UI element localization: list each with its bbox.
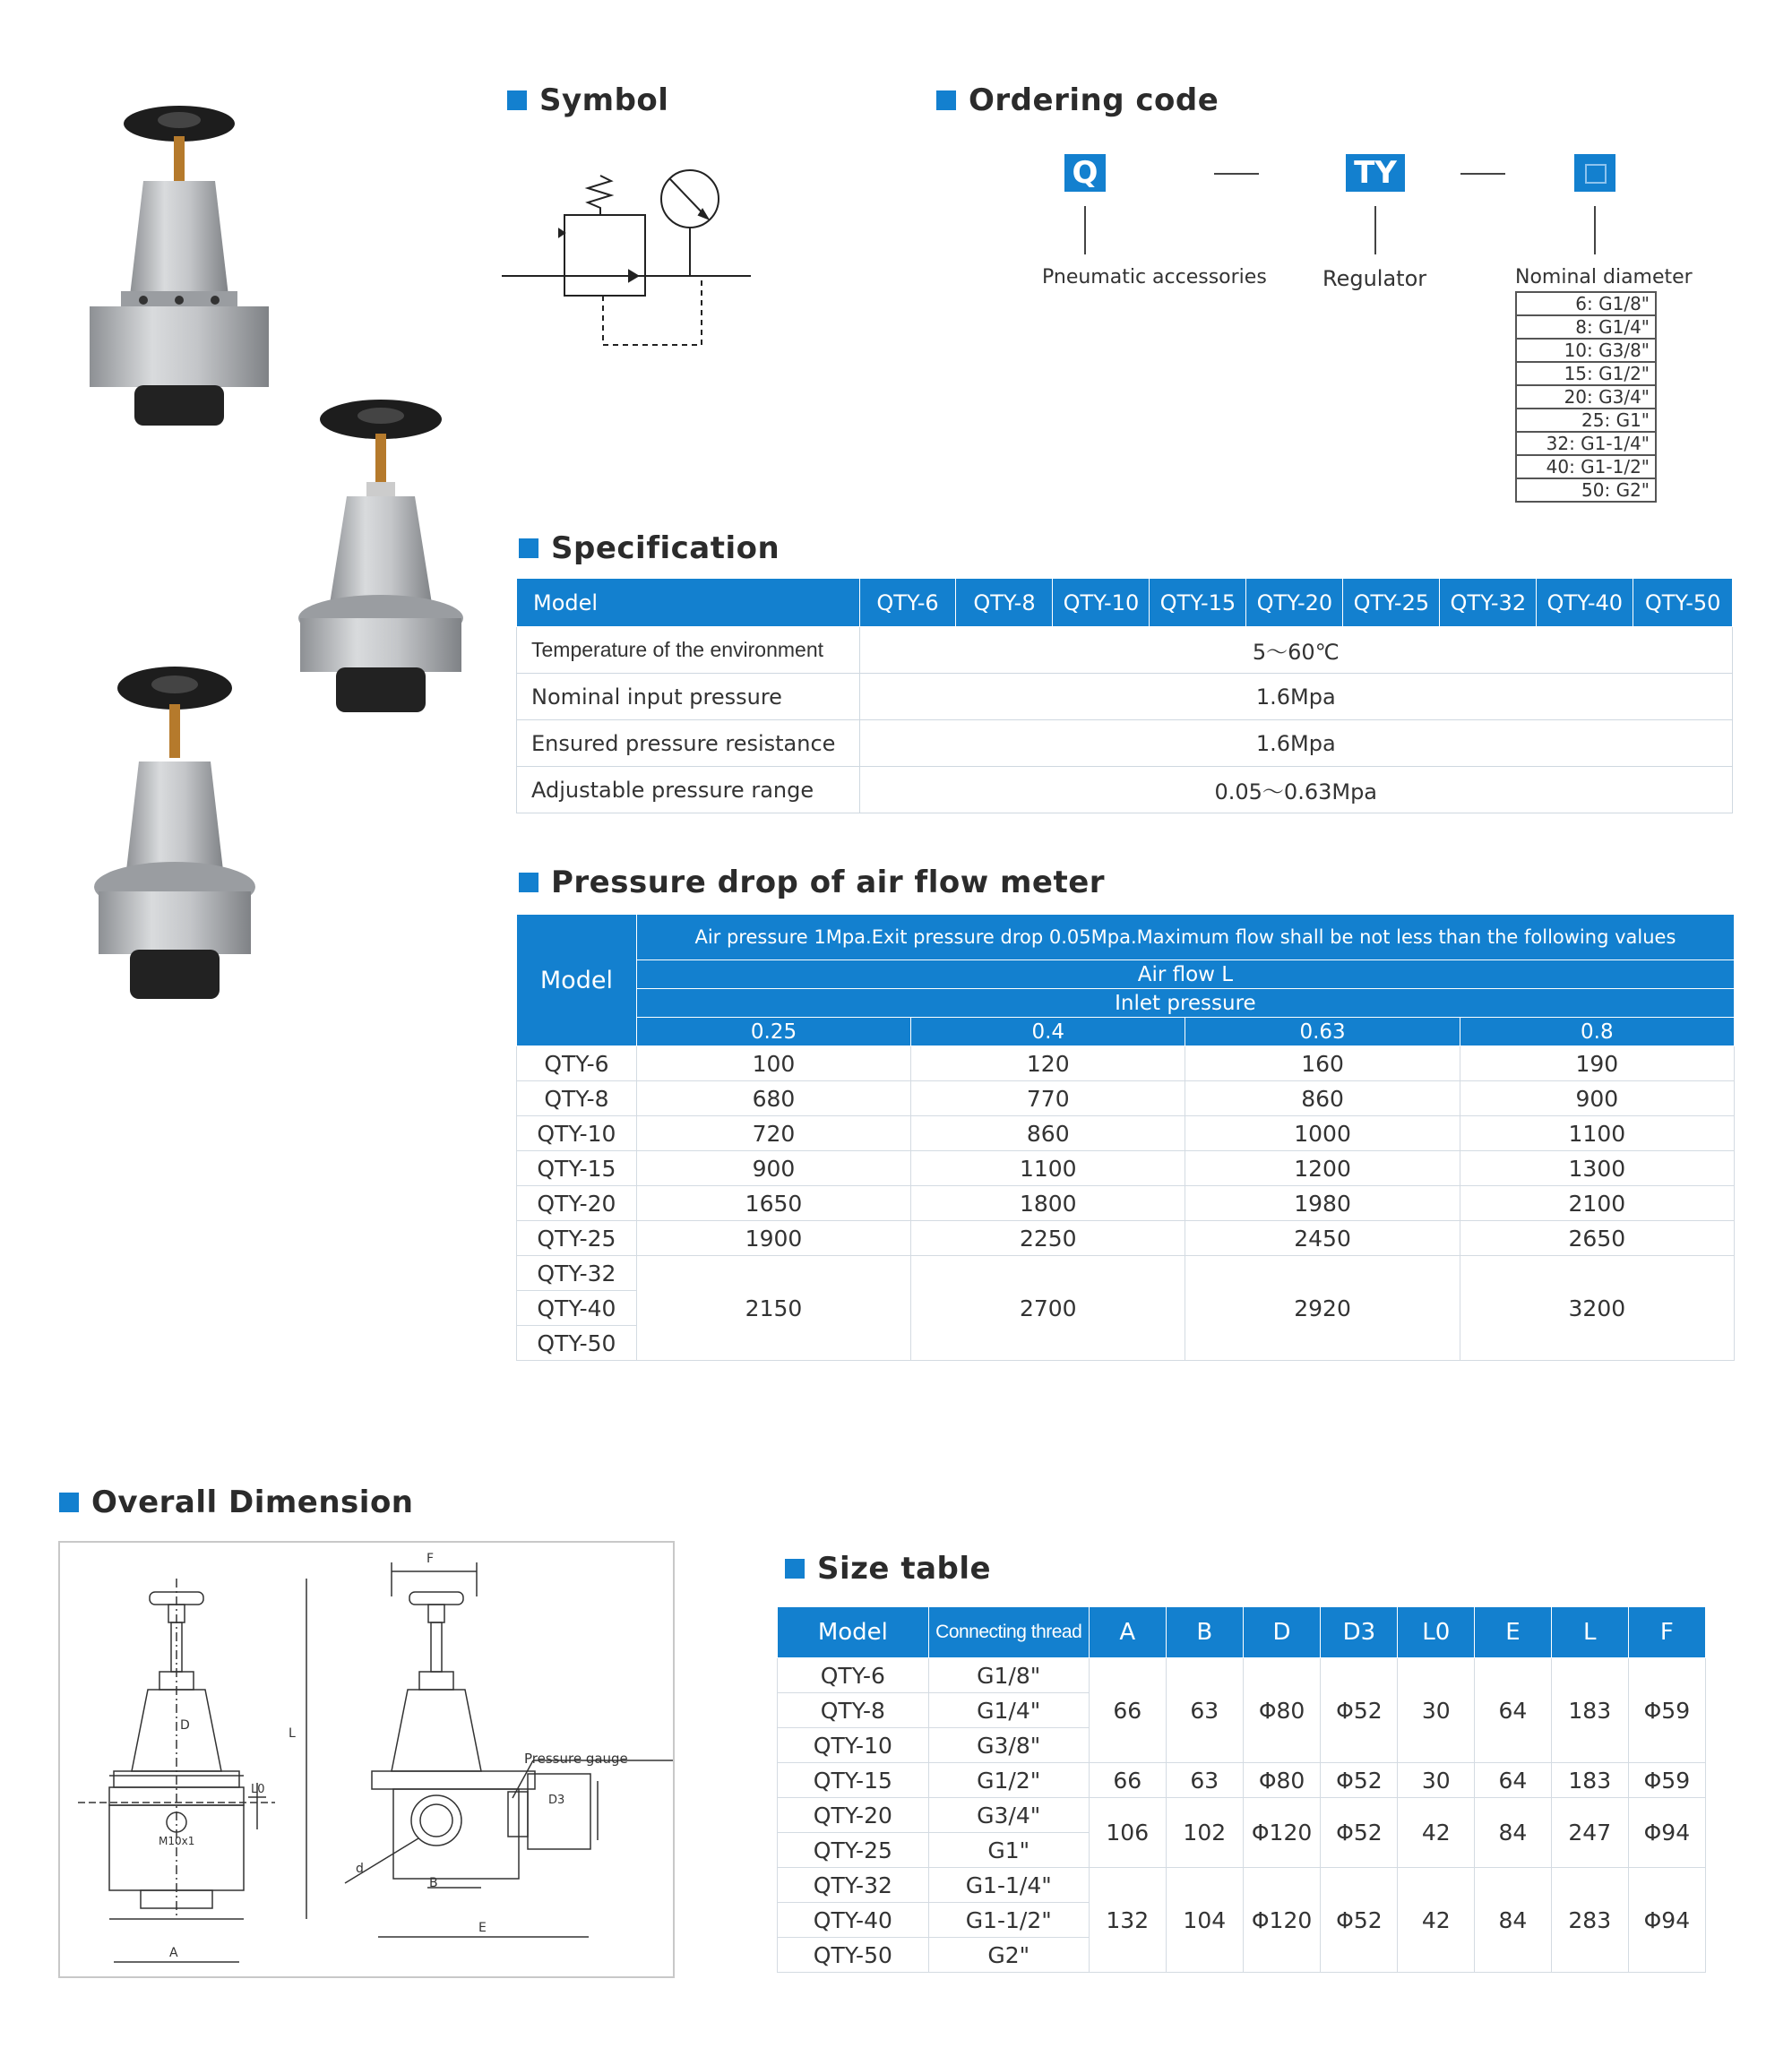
size-value-cell: 247: [1551, 1798, 1628, 1868]
size-row: [778, 1798, 1706, 1833]
spec-header-cell: QTY-32: [1440, 579, 1537, 627]
pd-pressure-header: 0.8: [1460, 1018, 1734, 1046]
spec-header-cell: QTY-40: [1537, 579, 1633, 627]
diameter-row: [1516, 292, 1656, 315]
size-header-row: [778, 1607, 1706, 1658]
overall-dimension-title: Overall Dimension: [59, 1484, 414, 1520]
size-thread-cell: G1-1/2": [928, 1903, 1089, 1938]
size-table: [777, 1606, 1706, 1973]
size-header-cell: Model: [778, 1607, 929, 1658]
spec-row-label: Temperature of the environment: [517, 627, 860, 674]
diameter-row: [1516, 385, 1656, 409]
diameter-row: [1516, 315, 1656, 339]
label-D: D: [180, 1718, 190, 1733]
diameter-row: [1516, 362, 1656, 385]
diameter-row: [1516, 478, 1656, 502]
size-value-cell: 64: [1475, 1763, 1552, 1798]
spec-row: [517, 767, 1733, 813]
label-L0: L0: [251, 1783, 265, 1796]
pd-pressure-header: 0.25: [636, 1018, 910, 1046]
size-header-cell: F: [1628, 1607, 1705, 1658]
diameter-cell: 20: G3/4": [1516, 385, 1656, 409]
code-box-ty: TY: [1346, 154, 1405, 192]
size-model-cell: QTY-6: [778, 1658, 929, 1693]
size-header-cell: B: [1166, 1607, 1243, 1658]
pd-value-cell: 2100: [1460, 1186, 1734, 1221]
pd-model-cell: QTY-8: [517, 1081, 637, 1116]
product-photo-1: [81, 99, 278, 439]
pd-value-cell: 860: [1185, 1081, 1460, 1116]
symbol-title: Symbol: [507, 82, 668, 118]
size-header-cell: D: [1243, 1607, 1321, 1658]
pd-pressure-header: 0.4: [911, 1018, 1185, 1046]
pressure-drop-title: Pressure drop of air flow meter: [519, 865, 1105, 900]
spec-row: [517, 674, 1733, 720]
pd-value-cell: 120: [911, 1046, 1185, 1081]
size-model-cell: QTY-40: [778, 1903, 929, 1938]
size-header-cell: Connecting thread: [928, 1607, 1089, 1658]
size-value-cell: 63: [1166, 1763, 1243, 1798]
size-value-cell: Φ120: [1243, 1868, 1321, 1973]
size-header-cell: A: [1089, 1607, 1166, 1658]
size-value-cell: 106: [1089, 1798, 1166, 1868]
diameter-row: [1516, 432, 1656, 455]
size-value-cell: Φ52: [1321, 1658, 1398, 1763]
size-row: [778, 1763, 1706, 1798]
size-thread-cell: G1": [928, 1833, 1089, 1868]
pd-row: [517, 1116, 1735, 1151]
spec-header-cell: QTY-50: [1633, 579, 1733, 627]
size-model-cell: QTY-20: [778, 1798, 929, 1833]
spec-header-cell: QTY-20: [1246, 579, 1343, 627]
pd-value-cell: 1800: [911, 1186, 1185, 1221]
pd-value-cell: 900: [1460, 1081, 1734, 1116]
pd-model-cell: QTY-32: [517, 1256, 637, 1291]
pd-model-cell: QTY-10: [517, 1116, 637, 1151]
size-value-cell: 30: [1398, 1763, 1475, 1798]
pd-value-cell: 860: [911, 1116, 1185, 1151]
size-value-cell: Φ59: [1628, 1658, 1705, 1763]
spec-header-cell: QTY-6: [859, 579, 956, 627]
pd-row: [517, 1186, 1735, 1221]
size-model-cell: QTY-15: [778, 1763, 929, 1798]
spec-row-value: 1.6Mpa: [859, 720, 1732, 767]
blank-inner-square: [1585, 164, 1607, 184]
pd-value-cell: 190: [1460, 1046, 1734, 1081]
size-value-cell: 183: [1551, 1658, 1628, 1763]
spec-row: [517, 627, 1733, 674]
section-bullet: [519, 538, 538, 558]
size-value-cell: 42: [1398, 1798, 1475, 1868]
pd-value-cell: 100: [636, 1046, 910, 1081]
spec-row-label: Ensured pressure resistance: [517, 720, 860, 767]
size-header-cell: D3: [1321, 1607, 1398, 1658]
size-value-cell: 183: [1551, 1763, 1628, 1798]
code-box-q: Q: [1064, 154, 1106, 192]
size-row: [778, 1658, 1706, 1693]
spec-header-cell: QTY-15: [1150, 579, 1246, 627]
diameter-row: [1516, 339, 1656, 362]
size-thread-cell: G1/4": [928, 1693, 1089, 1728]
specification-table: [516, 578, 1733, 813]
label-pressure-gauge: Pressure gauge: [524, 1751, 628, 1767]
pd-model-cell: QTY-40: [517, 1291, 637, 1326]
diameter-cell: 40: G1-1/2": [1516, 455, 1656, 478]
diameter-cell: 25: G1": [1516, 409, 1656, 432]
size-header-cell: L: [1551, 1607, 1628, 1658]
spec-row-value: 5～60℃: [859, 627, 1732, 674]
section-bullet: [785, 1559, 805, 1579]
pd-row: [517, 1221, 1735, 1256]
code-connector-2: [1374, 206, 1376, 254]
pd-row: [517, 1256, 1735, 1291]
pd-note: Air pressure 1Mpa.Exit pressure drop 0.05Mpa.Maximum flow shall be not less than the following values: [636, 915, 1734, 960]
size-value-cell: 64: [1475, 1658, 1552, 1763]
code-dash-2: [1460, 173, 1505, 175]
pd-value-cell: 1100: [911, 1151, 1185, 1186]
label-pneumatic-accessories: Pneumatic accessories: [1042, 266, 1267, 288]
size-table-title: Size table: [785, 1551, 991, 1587]
pd-header-row: [517, 915, 1735, 960]
code-connector-3: [1594, 206, 1596, 254]
pd-value-cell: 160: [1185, 1046, 1460, 1081]
spec-row-value: 1.6Mpa: [859, 674, 1732, 720]
spec-header-row: [517, 579, 1733, 627]
label-B: B: [429, 1876, 438, 1890]
size-value-cell: Φ80: [1243, 1658, 1321, 1763]
size-row: [778, 1868, 1706, 1903]
pd-model-cell: QTY-15: [517, 1151, 637, 1186]
size-value-cell: 104: [1166, 1868, 1243, 1973]
pd-header-row: [517, 1018, 1735, 1046]
size-thread-cell: G3/4": [928, 1798, 1089, 1833]
pd-model-cell: QTY-6: [517, 1046, 637, 1081]
diameter-cell: 50: G2": [1516, 478, 1656, 502]
ordering-code-title: Ordering code: [936, 82, 1219, 118]
size-value-cell: 66: [1089, 1763, 1166, 1798]
pd-value-cell: 680: [636, 1081, 910, 1116]
section-bullet: [936, 90, 956, 110]
pd-model-cell: QTY-20: [517, 1186, 637, 1221]
pd-value-cell: 2450: [1185, 1221, 1460, 1256]
label-m10: M10x1: [159, 1835, 195, 1847]
spec-row-label: Adjustable pressure range: [517, 767, 860, 813]
pd-value-cell: 1000: [1185, 1116, 1460, 1151]
diameter-row: [1516, 455, 1656, 478]
pd-row: [517, 1151, 1735, 1186]
label-d: d: [356, 1862, 364, 1876]
dimension-drawing-frame: [58, 1541, 675, 1978]
pd-value-cell: 720: [636, 1116, 910, 1151]
spec-header-cell: QTY-10: [1053, 579, 1150, 627]
spec-row: [517, 720, 1733, 767]
code-dash-1: [1214, 173, 1259, 175]
size-value-cell: Φ52: [1321, 1868, 1398, 1973]
size-thread-cell: G1/8": [928, 1658, 1089, 1693]
pressure-drop-table: [516, 914, 1735, 1361]
spec-header-cell: QTY-8: [956, 579, 1053, 627]
size-model-cell: QTY-10: [778, 1728, 929, 1763]
label-D3: D3: [548, 1794, 565, 1807]
diameter-cell: 6: G1/8": [1516, 292, 1656, 315]
nominal-diameter-table: [1515, 291, 1657, 503]
code-box-blank: [1574, 154, 1615, 192]
section-bullet: [59, 1493, 79, 1512]
pd-model-cell: QTY-25: [517, 1221, 637, 1256]
label-A: A: [169, 1946, 178, 1960]
section-bullet: [507, 90, 527, 110]
diameter-cell: 8: G1/4": [1516, 315, 1656, 339]
label-E: E: [478, 1921, 487, 1935]
size-value-cell: 42: [1398, 1868, 1475, 1973]
pd-value-cell: 2700: [911, 1256, 1185, 1361]
size-model-cell: QTY-32: [778, 1868, 929, 1903]
spec-header-cell: Model: [517, 579, 860, 627]
pd-row: [517, 1046, 1735, 1081]
pd-value-cell: 1300: [1460, 1151, 1734, 1186]
pd-value-cell: 2650: [1460, 1221, 1734, 1256]
code-connector-1: [1084, 206, 1086, 254]
pd-model-cell: QTY-50: [517, 1326, 637, 1361]
size-thread-cell: G1-1/4": [928, 1868, 1089, 1903]
size-value-cell: Φ94: [1628, 1798, 1705, 1868]
pd-model-header: Model: [517, 915, 637, 1046]
pd-value-cell: 1100: [1460, 1116, 1734, 1151]
product-photo-2: [291, 394, 470, 735]
pneumatic-symbol-diagram: [500, 161, 760, 358]
size-header-cell: E: [1475, 1607, 1552, 1658]
size-value-cell: Φ120: [1243, 1798, 1321, 1868]
size-value-cell: 283: [1551, 1868, 1628, 1973]
spec-row-value: 0.05～0.63Mpa: [859, 767, 1732, 813]
label-F: F: [426, 1552, 435, 1566]
spec-header-cell: QTY-25: [1343, 579, 1440, 627]
specification-title: Specification: [519, 530, 780, 566]
spec-row-label: Nominal input pressure: [517, 674, 860, 720]
pd-air-flow: Air flow L: [636, 960, 1734, 989]
size-value-cell: Φ80: [1243, 1763, 1321, 1798]
pd-value-cell: 2150: [636, 1256, 910, 1361]
size-value-cell: Φ59: [1628, 1763, 1705, 1798]
size-value-cell: 84: [1475, 1798, 1552, 1868]
pd-header-row: [517, 960, 1735, 989]
label-nominal-diameter: Nominal diameter: [1515, 266, 1693, 288]
pd-value-cell: 1980: [1185, 1186, 1460, 1221]
pd-value-cell: 3200: [1460, 1256, 1734, 1361]
diameter-cell: 10: G3/8": [1516, 339, 1656, 362]
size-value-cell: 30: [1398, 1658, 1475, 1763]
pd-value-cell: 1200: [1185, 1151, 1460, 1186]
size-thread-cell: G3/8": [928, 1728, 1089, 1763]
pd-value-cell: 770: [911, 1081, 1185, 1116]
pd-header-row: [517, 989, 1735, 1018]
size-thread-cell: G1/2": [928, 1763, 1089, 1798]
pd-row: [517, 1081, 1735, 1116]
size-value-cell: 132: [1089, 1868, 1166, 1973]
pd-value-cell: 2250: [911, 1221, 1185, 1256]
size-model-cell: QTY-25: [778, 1833, 929, 1868]
pd-value-cell: 1650: [636, 1186, 910, 1221]
pd-inlet-pressure: Inlet pressure: [636, 989, 1734, 1018]
size-value-cell: 84: [1475, 1868, 1552, 1973]
size-value-cell: Φ52: [1321, 1763, 1398, 1798]
size-value-cell: Φ52: [1321, 1798, 1398, 1868]
diameter-cell: 32: G1-1/4": [1516, 432, 1656, 455]
pd-value-cell: 1900: [636, 1221, 910, 1256]
size-value-cell: 66: [1089, 1658, 1166, 1763]
pd-pressure-header: 0.63: [1185, 1018, 1460, 1046]
diameter-cell: 15: G1/2": [1516, 362, 1656, 385]
size-value-cell: 63: [1166, 1658, 1243, 1763]
diameter-row: [1516, 409, 1656, 432]
label-regulator: Regulator: [1322, 266, 1427, 291]
product-photo-3: [90, 663, 260, 1012]
pd-value-cell: 900: [636, 1151, 910, 1186]
size-thread-cell: G2": [928, 1938, 1089, 1973]
size-value-cell: 102: [1166, 1798, 1243, 1868]
size-model-cell: QTY-50: [778, 1938, 929, 1973]
label-L: L: [289, 1726, 296, 1741]
size-header-cell: L0: [1398, 1607, 1475, 1658]
size-model-cell: QTY-8: [778, 1693, 929, 1728]
section-bullet: [519, 873, 538, 892]
pd-value-cell: 2920: [1185, 1256, 1460, 1361]
size-value-cell: Φ94: [1628, 1868, 1705, 1973]
